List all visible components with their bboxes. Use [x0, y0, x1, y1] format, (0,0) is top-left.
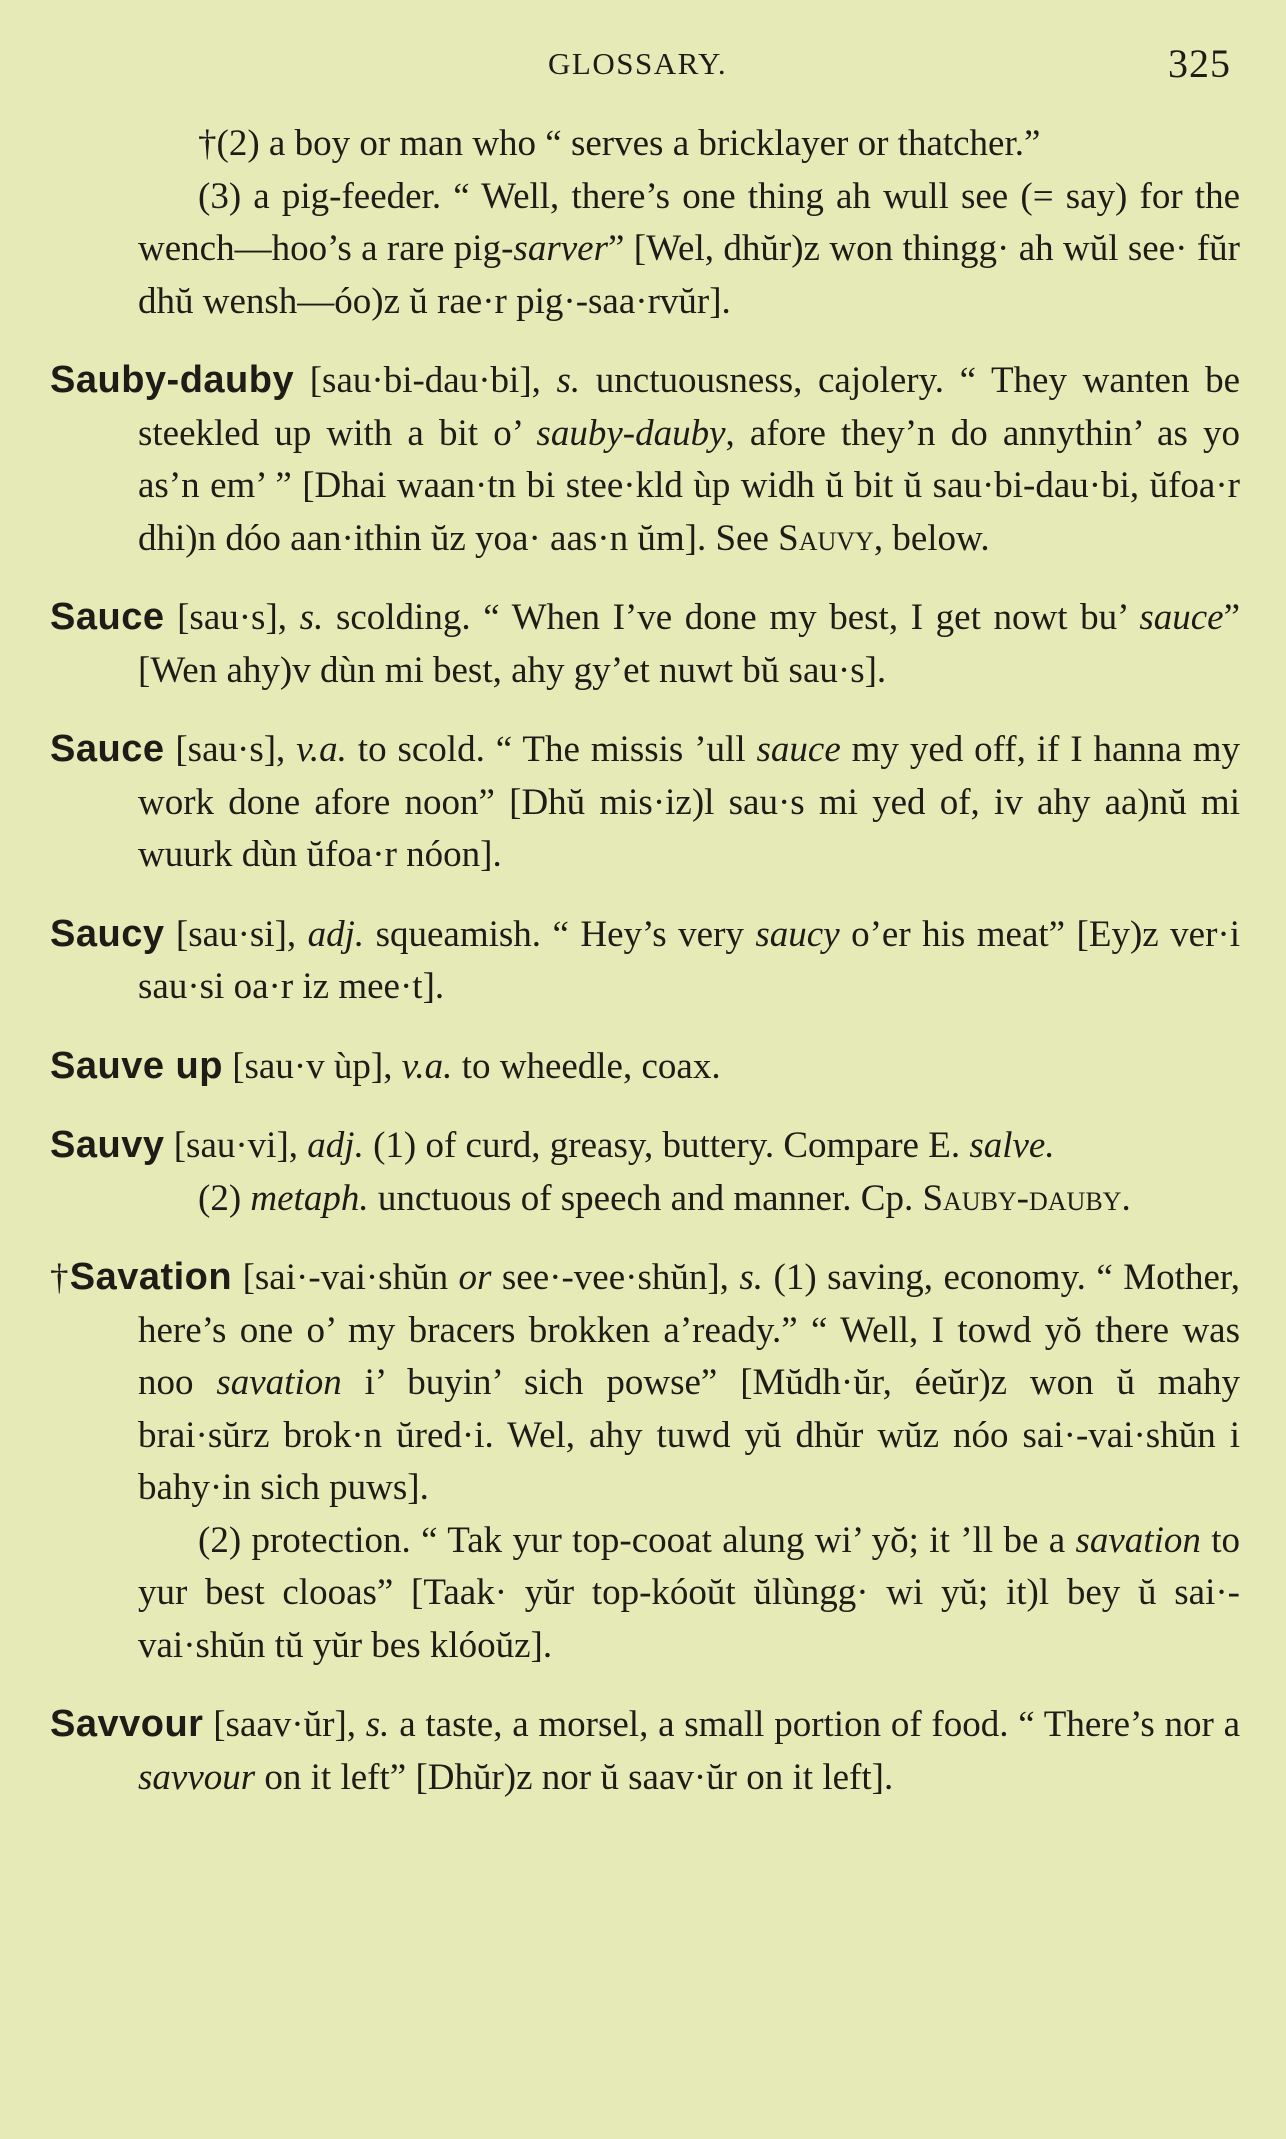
entry-sarver-sense-3: (3) a pig-feeder. “ Well, there’s one thing ah wull see (= say) for the wench—hoo’s a rare pig-sarver” [Wel, dhŭr)z won thingg· ah wŭl see· fŭr dhŭ wensh—óo)z ŭ rae·r pig·-saa·rvŭr].: [138, 175, 1240, 322]
italic-term: or: [458, 1257, 492, 1298]
cross-reference: Sauby-dauby.: [922, 1177, 1131, 1219]
headword: Savation: [69, 1256, 233, 1298]
cross-reference: Sauvy: [778, 517, 874, 559]
entry-sauce-verb: Sauce [sau·s], v.a. to scold. “ The missis ’ull sauce my yed off, if I hanna my work done afore noon” [Dhŭ mis·iz)l sau·s mi yed of, iv ahy aa)nŭ mi wuurk dùn ŭfoa·r nóon].: [50, 728, 1240, 875]
part-of-speech: adj.: [307, 1125, 364, 1166]
entry-savation-sense-2: (2) protection. “ Tak yur top-cooat alung wi’ yŏ; it ’ll be a savation to yur best clooas” [Taak· yŭr top-kóoŭt ŭlùngg· wi yŭ; it)l bey ŭ sai·-vai·shŭn tŭ yŭr bes klóoŭz].: [138, 1519, 1241, 1666]
part-of-speech: adj.: [307, 913, 365, 955]
italic-term: saucy: [755, 913, 840, 955]
entry-sauvy: Sauvy [sau·vi], adj. (1) of curd, greasy, buttery. Compare E. salve.: [50, 1124, 1055, 1166]
entry-sarver-sense-2: †(2) a boy or man who “ serves a bricklayer or thatcher.”: [198, 123, 1041, 164]
page-header: [0, 40, 1286, 100]
part-of-speech: v.a.: [401, 1045, 453, 1087]
italic-term: savvour: [138, 1756, 256, 1798]
headword: Saucy: [50, 912, 165, 955]
part-of-speech: v.a.: [296, 729, 347, 770]
italic-term: salve.: [969, 1125, 1055, 1166]
entry-saucy: Saucy [sau·si], adj. squeamish. “ Hey’s very saucy o’er his meat” [Ey)z ver·i sau·si oa·r iz mee·t].: [50, 912, 1240, 1007]
italic-term: sauce: [756, 729, 841, 770]
headword: Sauvy: [50, 1124, 165, 1166]
italic-term: savation: [216, 1362, 342, 1403]
entry-sauvy-sense-2: (2) metaph. unctuous of speech and manner. Cp. Sauby-dauby.: [198, 1177, 1131, 1219]
page-number: 325: [1168, 41, 1231, 86]
entry-savation: †Savation [sai·-vai·shŭn or see·-vee·shŭn], s. (1) saving, economy. “ Mother, here’s one o’ my bracers brokken a’ready.” “ Well, I towd yŏ there was noo savation i’ buyin’ sich powse” [Mŭdh·ŭr, éeŭr)z won ŭ mahy brai·sŭrz brok·n ŭred·i. Wel, ahy tuwd yŭ dhŭr wŭz nóo sai·-vai·shŭn i bahy·in sich puws].: [50, 1256, 1240, 1508]
dagger-mark: †: [50, 1257, 70, 1298]
entry-savvour: Savvour [saav·ŭr], s. a taste, a morsel, a small portion of food. “ There’s nor a savvour on it left” [Dhŭr)z nor ŭ saav·ŭr on it left].: [50, 1703, 1240, 1798]
glossary-body: [50, 118, 1240, 1804]
italic-term: metaph.: [250, 1177, 369, 1219]
part-of-speech: s.: [299, 597, 324, 638]
running-head: GLOSSARY.: [548, 46, 728, 81]
part-of-speech: s.: [556, 360, 581, 401]
entry-sauby-dauby: Sauby-dauby [sau·bi-dau·bi], s. unctuousness, cajolery. “ They wanten be steekled up with a bit o’ sauby-dauby, afore they’n do annythin’ as yo as’n em’ ” [Dhai waan·tn bi stee·kld ùp widh ŭ bit ŭ sau·bi-dau·bi, ŭfoa·r dhi)n dóo aan·ithin ŭz yoa· aas·n ŭm]. See Sauvy, below.: [50, 359, 1240, 559]
headword: Sauby-dauby: [50, 359, 295, 401]
italic-term: sauce: [1139, 597, 1224, 638]
headword: Sauve up: [50, 1044, 223, 1087]
entry-sauce-noun: Sauce [sau·s], s. scolding. “ When I’ve done my best, I get nowt bu’ sauce” [Wen ahy)v dùn mi best, ahy gy’et nuwt bŭ sau·s].: [50, 596, 1241, 691]
italic-term: savation: [1075, 1519, 1201, 1561]
headword: Sauce: [50, 728, 165, 770]
part-of-speech: s.: [739, 1257, 764, 1298]
italic-term: sauby-dauby: [536, 412, 726, 454]
italic-term: sarver: [513, 228, 608, 269]
headword: Sauce: [50, 596, 165, 638]
entry-sauve-up: Sauve up [sau·v ùp], v.a. to wheedle, coax.: [50, 1044, 721, 1087]
part-of-speech: s.: [365, 1704, 390, 1745]
headword: Savvour: [50, 1703, 204, 1745]
